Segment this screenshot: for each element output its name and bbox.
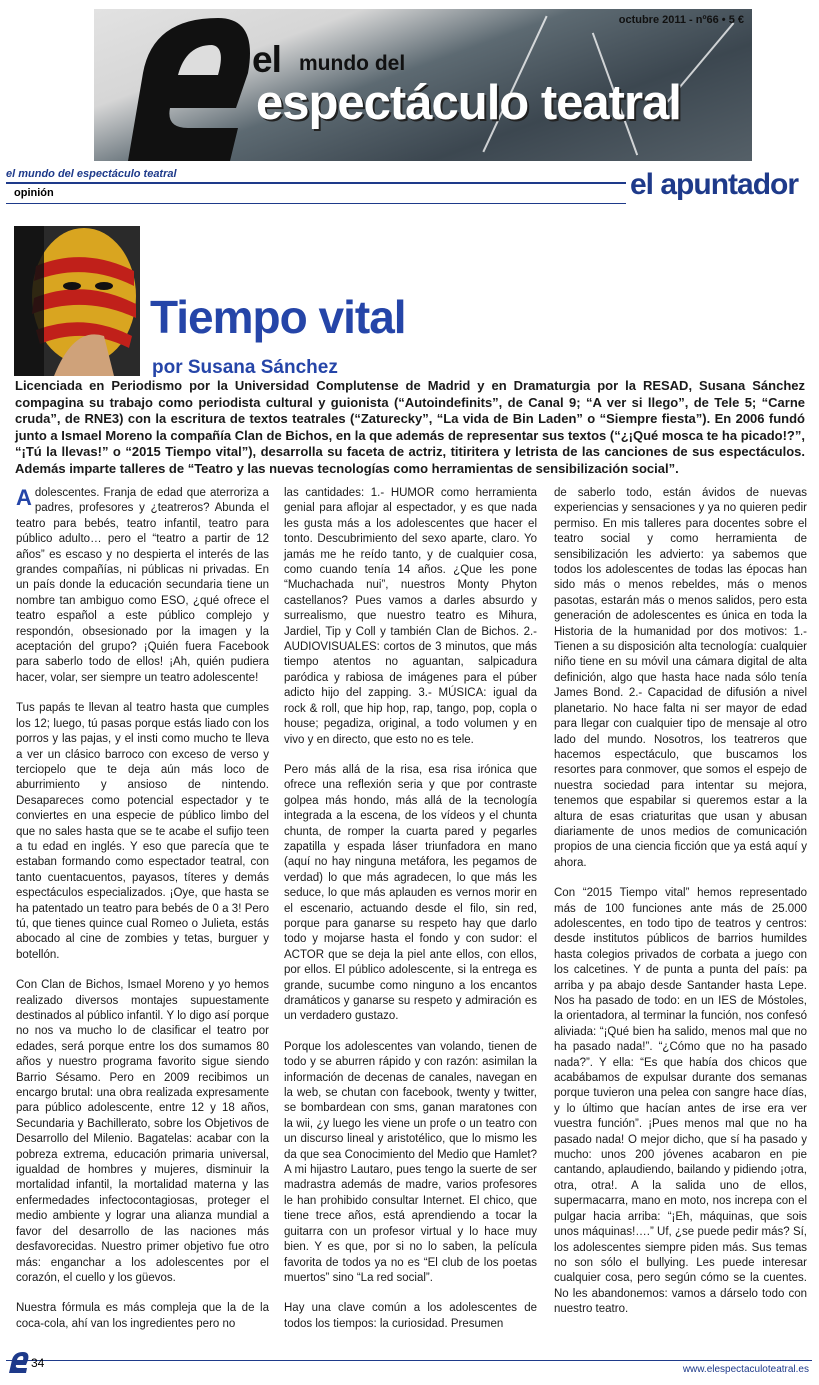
author-photo [14,226,140,376]
issue-info: octubre 2011 - nº66 • 5 € [618,14,744,26]
website-link[interactable]: www.elespectaculoteatral.es [682,1364,809,1375]
section-label: opinión [14,187,54,199]
masthead-banner [94,9,752,161]
column-title: el apuntador [630,168,799,201]
body-paragraph: Pero más allá de la risa, esa risa irónica que ofrece una reflexión seria y que por contraste golpea más hondo, más allá de la tecnología integrada a la escena, de los vídeos y el chunta chunta, de romper la cuarta pared y pegarles zapatilla y espada láser triunfadora en mano (aquí no hay ninguna metáfora, les pegamos de verdad) lo que más agradecen, lo que más les seduce, lo que más aplauden es vernos morir en el escenario, actuando desde el filo, sin red, porque para ganarse su respeto hay que darlo todo y mojarse hasta el fondo y con sudor: el ACTOR que se deja la piel ante ellos, con ellos, por ellos. El público adolescente, si la entrega es grande, sucumbe como ninguno a los encantos dramáticos y ganarse su respeto y admiración es un verdadero gustazo. [284,763,537,1023]
masthead-mundo: mundo del [299,52,406,75]
masthead-title: espectáculo teatral [256,76,681,130]
header-rule-thin [6,203,626,204]
body-paragraph: Con Clan de Bichos, Ismael Moreno y yo hemos realizado diversos montajes supuestamente destinados al público infantil. Y lo digo así porque no nos va mucho lo de clasificar el teatro por edades, será porque entre los dos sumamos 80 años y nuestro programa favorito sigue siendo Barrio Sésamo. Pero en 2009 recibimos un encargo brutal: una obra realizada expresamente para público adolescente, entre 12 y 18 años, Secundaria y Bachillerato, sobre los Objetivos de Desarrollo del Milenio. Bagatelas: acabar con la pobreza extrema, educación primaria universal, igualdad de hombres y mujeres, disminuir la mortalidad infantil, la mortalidad materna y las enfermedades infectocontagiosas, proteger el medio ambiente y lograr una alianza mundial a favor del desarrollo de las naciones más desfavorecidas. Nuestro primer objetivo fue otro más: enganchar a los adolescentes por el corazón, el cuello y los güevos. [16,979,269,1284]
body-paragraph: las cantidades: 1.- HUMOR como herramienta genial para aflojar al espectador, y es que nada les gusta más a los adolescentes que hacer el tonto. Descubrimiento del sexo aparte, claro. Yo jamás me he reído tanto, y de cualquier cosa, como cuando tenía 14 años. ¿Que les pone “Muchachada nui”, nuestros Monty Phyton castellanos? Pues vamos a darles absurdo y surrealismo, que nuestro teatro es Mihura, Jardiel, Tip y Coll y también Clan de Bichos. 2.- AUDIOVISUALES: cortos de 3 minutos, que más tiempo atentos no aguantan, salpicadura paródica y rabiosa de imágenes para el púber adicto hijo del zapping. 3.- MÚSICA: igual da rock & roll, que hip hop, rap, tango, pop, copla o house; pegadiza, original, a todo volumen y en vivo y en directo, que esto no es tele. [284,487,537,746]
magazine-running-header: el mundo del espectáculo teatral [6,168,177,180]
body-paragraph: Adolescentes. Franja de edad que aterroriza a padres, profesores y ¿teatreros? Abunda el teatro para bebés, teatro infantil, teatro para público adulto… pero el “teatro a partir de 12 años” es escaso y no despierta el interés de las grandes compañías, ni públicas ni privadas. En un país donde la educación secundaria tiene un nombre tan ambiguo como ESO, ¿qué ofrece el teatro español a este público complejo y respondón, obsesionado por la imagen y la aceptación del grupo? ¡Quién fuera Facebook para saberlo todo de ellos! ¡Ah, quién pudiera hacer, volar, ser siempre un teatro adolescente! [16,485,269,684]
body-column-1 [16,486,269,1347]
body-paragraph: Con “2015 Tiempo vital” hemos representado más de 100 funciones ante más de 25.000 adolescentes, en todo tipo de teatros y centros: desde institutos públicos de barrios humildes hasta colegios privados de corbata a juego con los calcetines. Y de punta a punta del país: pa arriba y pa abajo desde Santander hasta Lepe. Nos ha pasado de todo: en un IES de Móstoles, la orientadora, al terminar la función, nos confesó aliviada: “¡Qué bien ha salido, menos mal que no ha pasado nada!”. “¿Cómo que no ha pasado nada?”. Y ella: “Es que había dos chicos que acabábamos de expulsar durante dos semanas porque tuvieron una pelea con sangre hace días, y lo último que hacían antes de irse era ver vuestra función”. ¡Pues menos mal que no ha pasado nada! O mejor dicho, que sí ha pasado y mucho: unos 200 jóvenes acabaron en pie cantando, aplaudiendo, bailando y pidiendo ¡otra, otra, otra!. A la salida uno de ellos, supermacarra, mano en moto, nos increpa con el pulgar hacia arriba: “¡Eh, máquinas, que sois unos máquinas!….” Uf, ¿se puede pedir más? Sí, los adolescentes siempre piden más. Sus temas no son sólo el bullying. Les puede interesar cualquier cosa, pero según cómo se la cuentes. No les abandonemos: vamos a dárselo todo con nuestro teatro. [554,887,807,1316]
body-column-2 [284,486,537,1347]
body-paragraph: Hay una clave común a los adolescentes de todos los tiempos: la curiosidad. Presumen [284,1302,537,1330]
masthead-el: el [252,39,281,80]
body-paragraph: Porque los adolescentes van volando, tienen de todo y se aburren rápido y con razón: asimilan la información de decenas de canales, navegan en la web, se chutan con facebook, twenty y twitter, se bombardean con sms, ganan maratones con la wii, ¿y luego les viene un profe o un teatro con un discurso lineal y aristotélico, que lo mismo les da que sea Conocimiento del Medio que Hamlet? A mi hijastro Lautaro, pues tengo la suerte de ser madrastra además de madre, varios profesores le han prohibido consultar Internet. El chico, que tiene trece años, está aprendiendo a tocar la guitarra con un profesor virtual y lo hace muy bien. Y es que, por si no lo saben, la película favorita de todos ya no es “El club de los poetas muertos” sino “La red social”. [284,1040,537,1284]
page-number: 34 [31,1356,45,1370]
body-paragraph: de saberlo todo, están ávidos de nuevas experiencias y sensaciones y ya no quieren pedir permiso. En mis talleres para docentes sobre el teatro social y como herramienta de sensibilización les advierto: ya sabemos que todos los adolescentes de todas las épocas han sido más o menos rebeldes, más o menos pasotas, estarán más o menos salidos, pero esta generación de adolescentes es única en toda la Historia de la humanidad por dos motivos: 1.- Tienen a su disposición alta tecnología: cualquier niño tiene en su móvil una cámara digital de alta definición, algo que hasta hace nada sólo tenía James Bond. 2.- Capacidad de difusión a nivel planetario. No hace falta ni ser mayor de edad para llegar con cualquier tipo de mensaje al otro lado del mundo. Nosotros, los teatreros que hacemos espectáculo, que buscamos los resortes para conmover, que somos el espejo de nuestra sociedad para intentar su mejora, tenemos que espabilar si queremos estar a la altura de esas criaturitas que usan y abusan diariamente de unos medios de comunicación propios de una ciencia ficción que ya está aquí y ahora. [554,487,807,869]
body-paragraph: Nuestra fórmula es más compleja que la de la coca-cola, ahí van los ingredientes pero no [16,1302,269,1330]
body-column-3 [554,486,807,1333]
article-byline: por Susana Sánchez [152,357,338,378]
body-paragraph: Tus papás te llevan al teatro hasta que cumples los 12; luego, tú pasas porque estás liado con los porros y las pajas, y el insti como mucho te lleva a ver un clásico barroco con exceso de verso y terciopelo que te deja aún más loco de aburrimiento y ansioso de nintendo. Desapareces como potencial espectador y te conviertes en una especie de público limbo del que no sales hasta que se te acabe el sufijo teen a tu edad en inglés. Y eso que parecía que te estaban formando como espectador teatral, con tanto cuentacuentos, payasos, títeres y demás espectáculos especializados. ¡Oye, que hasta se ha patentado un teatro para bebés de 0 a 3! Pero tú, que tienes quince cual Romeo o Julieta, estás abocado al cine de zombies y tetas, burguer y botellón. [16,702,269,961]
article-title: Tiempo vital [150,291,406,343]
header-rule [6,182,626,184]
magazine-e-logo [108,13,258,161]
footer-rule [6,1360,812,1361]
footer-e-logo [6,1350,30,1374]
author-intro: Licenciada en Periodismo por la Universidad Complutense de Madrid y en Dramaturgia por la RESAD, Susana Sánchez compagina su trabajo como periodista cultural y guionista (“Autoindefinits”, de Canal 9; “A ver si llego”, de Tele 5; “Carne cruda”, de RNE3) con la escritura de textos teatrales (“Zaturecky”, “La vida de Bin Laden” o “Siempre fiesta”). En 2006 fundó junto a Ismael Moreno la compañía Clan de Bichos, en la que además de representar sus textos (“¿¡Qué mosca te ha picado!?”, “¡Tú la llevas!” o “2015 Tiempo vital”), desarrolla su faceta de actriz, titiritera y letrista de las canciones de sus espectáculos. Además imparte talleres de “Teatro y las nuevas tecnologías como herramientas de sensibilización social”. [15,378,805,476]
drop-cap: A [16,485,32,510]
